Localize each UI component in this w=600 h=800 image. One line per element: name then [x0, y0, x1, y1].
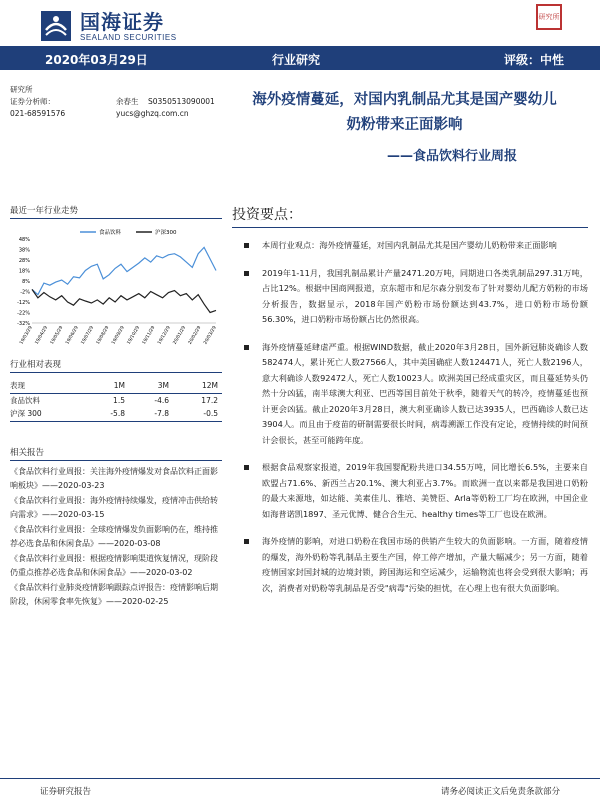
related-report-link[interactable]: 《食品饮料行业周报：全球疫情爆发负面影响仍在，维持推荐必选食品和休闲食品》——2020-03-08 [10, 525, 218, 548]
investment-highlights [232, 204, 588, 608]
invest-point: 海外疫情蔓延肆虐严重。根据WIND数据，截止2020年3月28日，国外新冠肺炎确诊人数582474人，累计死亡人数27566人，其中美国确症人数124471人，死亡人数2196人，意大利确诊人数92472人，死亡人数10023人。欧洲美国已经成重灾区，而且蔓延势头仍然十分凶猛，南半球澳大利亚、巴西等国目前处于秋季，随着天气的转冷，疫情蔓延也预计更会凶猛。截止2020年3月28日，澳大利亚确诊人数已达3935人，巴西确诊人数已达3904人。而且由于疫苗的研制需要很长时间，病毒溯源工作没有定论，疫情持续的时间预计会很长，甚至可能跨年度。 [232, 340, 588, 449]
y-tick-label: 18% [18, 268, 30, 275]
institute-seal: 研究所 [536, 4, 562, 30]
page-footer [0, 778, 600, 800]
analyst-email[interactable]: yucs@ghzq.com.cn [116, 109, 189, 118]
report-type: 行业研究 [272, 53, 321, 67]
y-tick-label: -12% [17, 300, 30, 306]
y-tick-label: -2% [20, 289, 30, 296]
analyst-role: 证券分析师： [10, 97, 55, 106]
table-header-row [10, 379, 222, 393]
logo-english: SEALAND SECURITIES [80, 32, 177, 42]
invest-heading: 投资要点： [232, 204, 588, 228]
bullet-square-icon [244, 271, 249, 276]
x-tick-label: 19/04/29 [34, 325, 50, 346]
invest-point: 2019年1-11月，我国乳制品累计产量2471.20万吨，同期进口各类乳制品297.31万吨，占比12%。根据中国商网报道，京东超市和尼尔森分别发布了针对婴幼儿配方奶粉的市场分析报告，数据显示，2018年国产奶粉市场份额达到43.7%，进口奶粉市场份额56.30%，进口奶粉市场份额占比仍然很高。 [232, 266, 588, 328]
table-row [10, 407, 222, 421]
x-tick-label: 19/05/29 [49, 325, 65, 346]
table-cell: 沪深 300 [10, 407, 85, 421]
x-tick-label: 19/06/29 [65, 325, 80, 346]
table-row [10, 393, 222, 407]
x-tick-label: 19/08/29 [95, 325, 111, 346]
x-tick-label: 20/02/29 [187, 325, 203, 346]
bullet-square-icon [244, 465, 249, 470]
table-cell: -5.8 [85, 407, 129, 421]
performance-table [10, 379, 222, 422]
invest-point: 根据食品观察家报道，2019年我国婴配粉共进口34.55万吨，同比增长6.5%，主要来自欧盟占71.6%、新西兰占20.1%、澳大利亚占3.7%。而欧洲一直以来都是我国进口奶粉的最大来源地，如达能、美素佳儿、雅培、美赞臣、Arla等奶粉工厂均在欧洲，中国企业如海普诺凯1897、圣元优博、健合合生元、healthy times等工厂也设在欧洲。 [232, 460, 588, 522]
industry-trend-chart [10, 204, 222, 351]
sealand-logo-icon [40, 10, 72, 42]
col-header: 3M [129, 379, 173, 393]
series-line-food [32, 247, 216, 294]
related-heading: 相关报告 [10, 446, 222, 461]
table-cell: -0.5 [173, 407, 222, 421]
related-report-link[interactable]: 《食品饮料行业肺炎疫情影响跟踪点评报告：疫情影响后期阶段，休闲零食率先恢复》——2020-02-25 [10, 583, 218, 606]
brand-logo [40, 4, 177, 48]
y-tick-label: -22% [17, 310, 30, 317]
footer-left: 证券研究报告 [40, 787, 92, 797]
bullet-square-icon [244, 539, 249, 544]
report-date: 2020年03月29日 [45, 53, 148, 67]
legend-label-hs300: 沪深300 [155, 230, 177, 236]
bullet-square-icon [244, 345, 249, 350]
related-report-link[interactable]: 《食品饮料行业周报：根据疫情影响渠道恢复情况，现阶段仍重点推荐必选食品和休闲食品》——2020-03-02 [10, 554, 218, 577]
x-tick-label: 19/11/29 [141, 325, 157, 346]
col-header: 1M [85, 379, 129, 393]
table-cell: -4.6 [154, 395, 170, 405]
x-tick-label: 20/03/29 [203, 325, 218, 346]
report-title-block [232, 88, 577, 164]
invest-point: 海外疫情的影响，对进口奶粉在我国市场的供销产生较大的负面影响。一方面，随着疫情的爆发，海外奶粉等乳制品主要生产国，停工停产增加，产量大幅减少；另一方面，随着疫情国家封国封城的边境封锁，跨国海运和空运减少，运输物流也将会受到很大影响；再次，消费者对奶粉等乳制品是否受"病毒"污染的担忧，在心理上也有很大负面影响。 [232, 534, 588, 596]
legend-label-food: 食品饮料 [99, 230, 122, 236]
footer-disclaimer: 请务必阅读正文后免责条款部分 [440, 787, 560, 797]
y-tick-label: -32% [17, 321, 30, 327]
bullet-square-icon [244, 243, 249, 248]
y-tick-label: 38% [18, 247, 30, 254]
related-report-link[interactable]: 《食品饮料行业周报：海外疫情持续爆发，疫情冲击供给转向需求》——2020-03-15 [10, 496, 218, 519]
col-header: 12M [173, 379, 222, 393]
table-cell: 食品饮料 [10, 395, 40, 405]
series-line-hs300 [32, 289, 216, 312]
y-tick-label: 48% [18, 237, 30, 243]
x-tick-label: 19/07/29 [80, 325, 96, 346]
y-tick-label: 28% [18, 258, 30, 264]
x-tick-label: 19/12/29 [157, 325, 172, 346]
related-list [10, 465, 222, 609]
analyst-cert: S0350513090001 [148, 97, 215, 106]
x-tick-label: 20/01/29 [172, 325, 188, 346]
x-tick-label: 19/10/29 [126, 325, 142, 346]
invest-point: 本周行业观点：海外疫情蔓延，对国内乳制品尤其是国产婴幼儿奶粉带来正面影响 [232, 238, 588, 254]
report-title-line1: 海外疫情蔓延，对国内乳制品尤其是国产婴幼儿 [252, 92, 557, 108]
analyst-phone: 021-68591576 [10, 109, 66, 118]
related-report-link[interactable]: 《食品饮料行业周报：关注海外疫情爆发对食品饮料正面影响板块》——2020-03-23 [10, 467, 218, 490]
analyst-name: 余春生 [116, 97, 139, 106]
report-title-line2: 奶粉带来正面影响 [346, 117, 463, 133]
report-info-bar [0, 46, 600, 70]
table-cell: -7.8 [129, 407, 173, 421]
col-header: 表现 [10, 379, 85, 393]
performance-heading: 行业相对表现 [10, 358, 222, 373]
y-tick-label: 8% [22, 279, 30, 285]
trend-line-chart [10, 223, 222, 351]
x-tick-label: 19/09/29 [111, 325, 126, 346]
report-subtitle: ——食品饮料行业周报 [386, 149, 517, 164]
analyst-info [10, 84, 222, 132]
invest-points [232, 238, 588, 596]
industry-rating: 评级：中性 [503, 53, 564, 67]
logo-chinese: 国海证券 [80, 9, 164, 34]
analyst-dept: 研究所 [10, 85, 33, 94]
relative-performance [10, 358, 222, 422]
table-cell: 1.5 [113, 395, 125, 405]
chart-heading: 最近一年行业走势 [10, 204, 222, 219]
x-tick-label: 19/03/29 [19, 325, 34, 346]
related-reports [10, 446, 222, 610]
table-cell: 17.2 [201, 395, 218, 405]
